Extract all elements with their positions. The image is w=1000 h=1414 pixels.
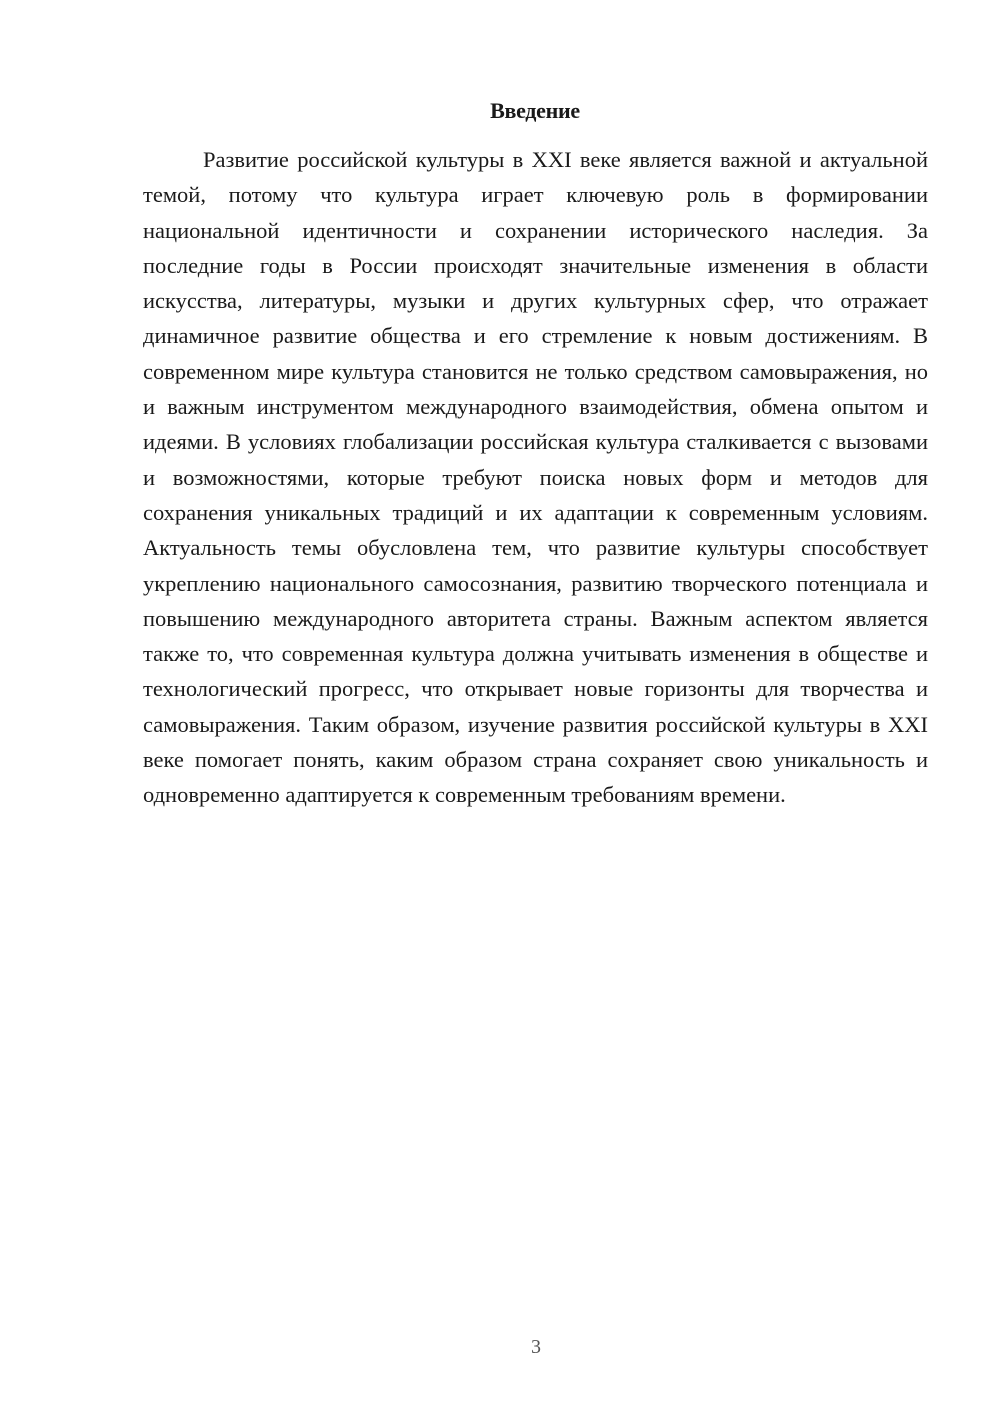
body-paragraph: Развитие российской культуры в XXI веке является важной и актуальной темой, потому что культура играет ключевую роль в формировании национальной идентичности и сохранении исторического наследия. За последние годы в России происходят значительные изменения в области искусства, литературы, музыки и других культурных сфер, что отражает динамичное развитие общества и его стремление к новым достижениям. В современном мире культура становится не только средством самовыражения, но и важным инструментом международного взаимодействия, обмена опытом и идеями. В условиях глобализации российская культура сталкивается с вызовами и возможностями, которые требуют поиска новых форм и методов для сохранения уникальных традиций и их адаптации к современным условиям. Актуальность темы обусловлена тем, что развитие культуры способствует укреплению национального самосознания, развитию творческого потенциала и повышению международного авторитета страны. Важным аспектом является также то, что современная культура должна учитывать изменения в обществе и технологический прогресс, что открывает новые горизонты для творчества и самовыражения. Таким образом, изучение развития российской культуры в XXI веке помогает понять, каким образом страна сохраняет свою уникальность и одновременно адаптируется к современным требованиям времени.	[143, 147, 928, 808]
section-heading: Введение	[490, 98, 580, 123]
page-number: 3	[531, 1336, 541, 1358]
